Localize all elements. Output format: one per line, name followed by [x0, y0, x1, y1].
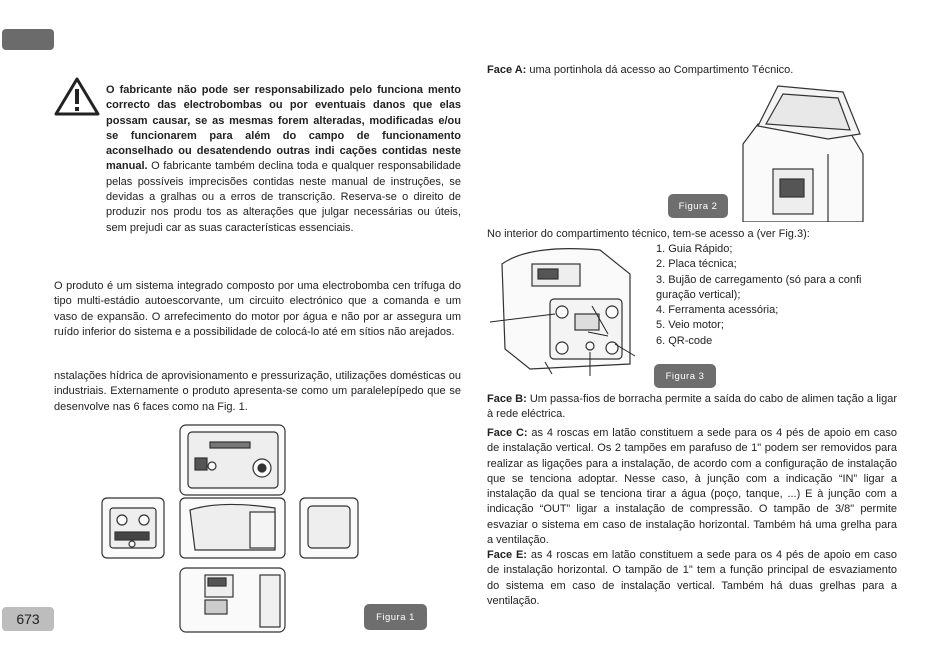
warning-bold-text: O fabricante não pode ser responsabilizado pelo funciona mento correcto das electrobombas ou por eventuais danos que elas possam causar, se as mesmas forem alteradas, modificadas e/ou se funcionarem para além do campo de funcionamento aconselhado ou desatendendo outras indi cações contidas neste manual.	[106, 84, 461, 173]
figure1-caption: Figura 1	[364, 604, 427, 630]
figure3-caption: Figura 3	[654, 364, 716, 388]
face-b-label: Face B:	[487, 393, 527, 405]
face-e-label: Face E:	[487, 549, 527, 561]
face-front-view	[180, 498, 285, 558]
figure2-drawing	[738, 84, 868, 222]
face-a-paragraph	[487, 63, 897, 78]
description-paragraph: O produto é um sistema integrado composto por uma electrobomba cen trífuga do tipo multi-estádio autoescorvante, um circuito electrónico que a comanda e um vaso de expansão. O arrefecimento do motor por água e não por ar assegura um ruído inferior do sistema e a possibilidade de colocá-lo até em sítios não arejados.	[54, 280, 461, 338]
interior-item: 1. Guia Rápido;	[656, 243, 733, 255]
figure1-drawing	[100, 420, 420, 635]
face-bottom-view	[180, 568, 285, 632]
face-a-text: uma portinhola dá acesso ao Compartimento Técnico.	[526, 64, 794, 76]
face-b-paragraph	[487, 392, 897, 423]
face-e-paragraph	[487, 548, 897, 609]
warning-text	[106, 83, 461, 236]
installation-paragraph: nstalações hídrica de aprovisionamento e pressurização, utilizações domésticas ou industriais. Externamente o produto apresenta-se como um paralelepípedo que se desenvolve nas 6 faces como na Fig. 1.	[54, 370, 461, 413]
interior-item: 6. QR-code	[656, 334, 713, 347]
face-left-view	[102, 498, 164, 558]
page-number: 673	[2, 607, 54, 631]
figure2-caption: Figura 2	[668, 194, 728, 218]
face-top-view	[180, 425, 285, 495]
warning-icon	[54, 76, 100, 116]
interior-list	[656, 242, 896, 349]
interior-item: 3. Bujão de carregamento (só para a confi	[656, 273, 862, 286]
interior-item: 4. Ferramenta acessória;	[656, 304, 779, 317]
face-c-paragraph	[487, 426, 897, 548]
face-e-text: as 4 roscas em latão constituem a sede para os 4 pés de apoio em caso de instalação horizontal. O tampão de 1" tem a função principal de esvaziamento do sistema em caso de instalação vertical. Também há duas grelhas para a ventilação.	[487, 549, 897, 607]
interior-intro: No interior do compartimento técnico, tem-se acesso a (ver Fig.3):	[487, 228, 810, 240]
chapter-tab	[2, 29, 54, 50]
interior-item: 2. Placa técnica;	[656, 258, 737, 271]
face-right-view	[300, 498, 358, 558]
interior-item: 5. Veio motor;	[656, 319, 724, 332]
warning-normal-text: O fabricante também declina toda e qualquer responsabilidade pelas possíveis imprecisões contidas neste manual de instruções, se devidas a gralhas ou a erros de transcrição. Reserva-se o direito de produzir nos produ tos as alterações que julgar necessárias ou úteis, sem prejudi car as suas características essenciais.	[106, 160, 461, 234]
face-a-label: Face A:	[487, 64, 527, 76]
interior-item: guração vertical);	[656, 288, 741, 301]
figure3-drawing	[490, 244, 642, 379]
face-b-text: Um passa-fios de borracha permite a saída do cabo de alimen tação a ligar à rede eléctrica.	[487, 393, 897, 421]
face-c-text: as 4 roscas em latão constituem a sede para os 4 pés de apoio em caso de instalação vertical. Os 2 tampões em parafuso de 1" podem ser removidos para realizar as ligações para a instalação, de acordo com a configuração de instalação que se tenciona adoptar. Nesse caso, à junção com a indicação “IN” ligar a instalação da qual se tenciona tirar a água (poço, tanque, ...) E à junção com a indicação “OUT” ligar a instalação de compressão. O tampão de 3/8" permite esvaziar o sistema em caso de instalação horizontal. Também há uma grelha para a ventilação.	[487, 427, 897, 547]
face-c-label: Face C:	[487, 427, 528, 439]
